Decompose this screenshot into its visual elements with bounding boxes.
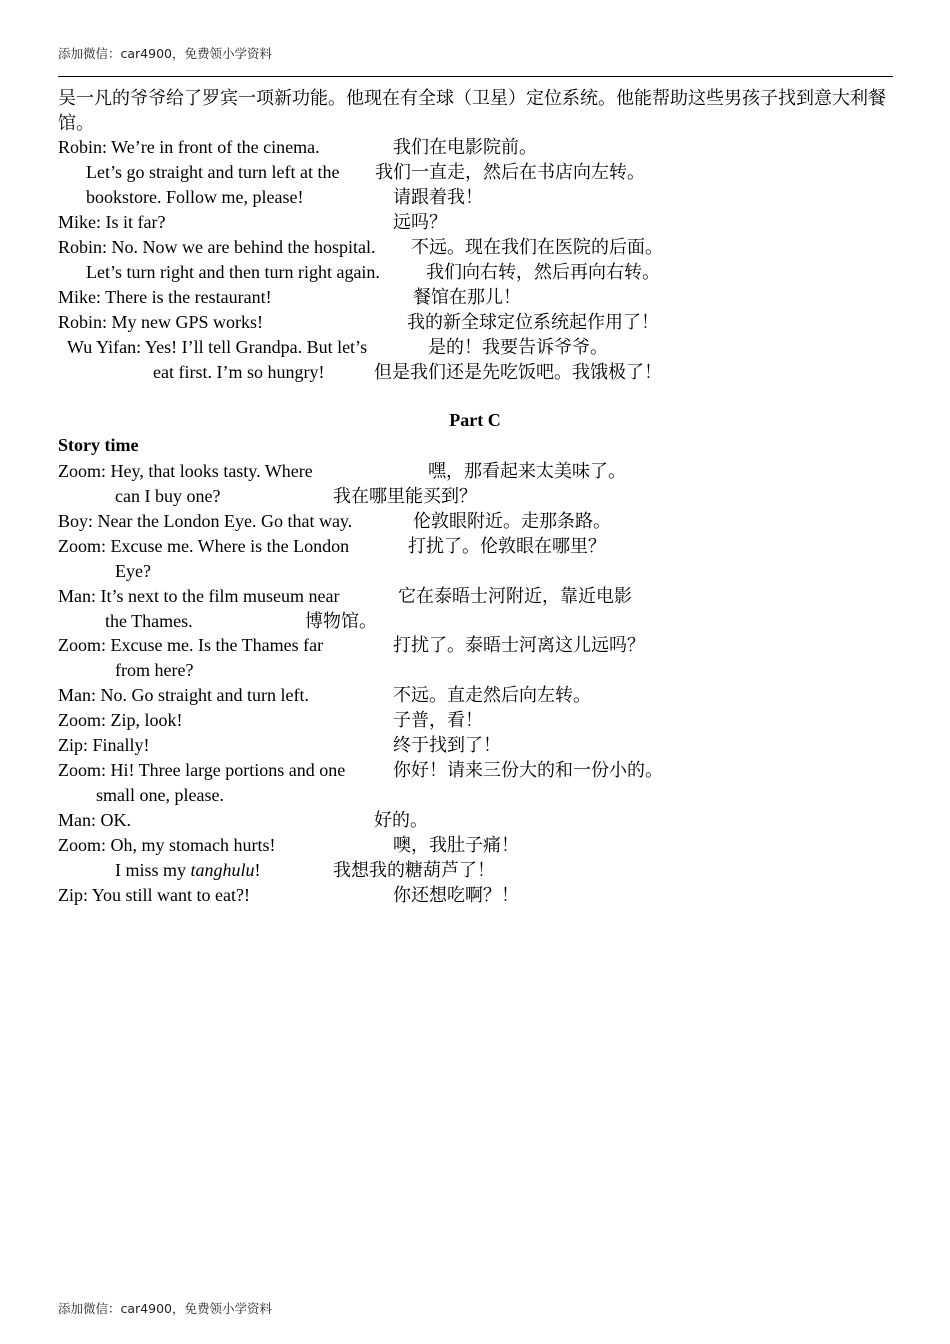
dialogue-zh: 我们一直走，然后在书店向左转。 — [375, 162, 645, 182]
dialogue-en: Zoom: Excuse me. Where is the London — [58, 536, 350, 556]
dialogue-zh: 终于找到了！ — [393, 735, 501, 755]
dialogue-zh: 我的新全球定位系统起作用了！ — [407, 312, 659, 332]
dialogue-zh: 你还想吃啊？！ — [393, 885, 519, 905]
dialogue-zh: 我在哪里能买到？ — [333, 486, 477, 506]
dialogue-en: Mike: Is it far? — [58, 212, 166, 232]
dialogue-en: Man: No. Go straight and turn left. — [58, 685, 309, 705]
dialogue-zh: 博物馆。 — [305, 611, 377, 631]
dialogue-en: Robin: We’re in front of the cinema. — [58, 137, 320, 157]
dialogue-en: bookstore. Follow me, please! — [86, 187, 304, 207]
dialogue-zh: 不远。现在我们在医院的后面。 — [411, 237, 663, 257]
dialogue-zh: 噢，我肚子痛！ — [393, 835, 519, 855]
dialogue-zh: 好的。 — [374, 810, 428, 830]
dialogue-en: Zip: Finally! — [58, 735, 150, 755]
dialogue-zh: 你好！请来三份大的和一份小的。 — [393, 760, 663, 780]
dialogue-en: Mike: There is the restaurant! — [58, 287, 272, 307]
dialogue-en-part: I miss my — [115, 860, 191, 880]
dialogue-zh: 餐馆在那儿！ — [413, 287, 521, 307]
dialogue-en: Zoom: Oh, my stomach hurts! — [58, 835, 276, 855]
dialogue-en: Let’s turn right and then turn right again. — [86, 262, 380, 282]
dialogue-en: Robin: No. Now we are behind the hospital. — [58, 237, 376, 257]
header-rule — [58, 76, 893, 77]
dialogue-en: from here? — [115, 660, 194, 680]
dialogue-zh: 请跟着我！ — [393, 187, 483, 207]
dialogue-zh: 它在泰晤士河附近，靠近电影 — [398, 586, 632, 606]
dialogue-zh: 伦敦眼附近。走那条路。 — [413, 511, 611, 531]
dialogue-en: Wu Yifan: Yes! I’ll tell Grandpa. But let’s — [67, 337, 368, 357]
dialogue-zh: 我们向右转，然后再向右转。 — [426, 262, 660, 282]
dialogue-en-italic: tanghulu — [190, 860, 255, 880]
dialogue-en: Let’s go straight and turn left at the — [86, 162, 340, 182]
page-header: 添加微信：car4900，免费领小学资料 — [58, 46, 272, 61]
dialogue-zh: 我想我的糖葫芦了！ — [333, 860, 495, 880]
dialogue-zh: 打扰了。泰晤士河离这儿远吗？ — [393, 635, 645, 655]
dialogue-en-part: ! — [254, 860, 261, 880]
dialogue-en: Zoom: Hey, that looks tasty. Where — [58, 461, 313, 481]
dialogue-en: Zoom: Excuse me. Is the Thames far — [58, 635, 324, 655]
dialogue-zh: 远吗？ — [393, 212, 447, 232]
dialogue-en: Man: It’s next to the film museum near — [58, 586, 340, 606]
dialogue-zh: 打扰了。伦敦眼在哪里？ — [408, 536, 606, 556]
dialogue-zh: 是的！我要告诉爷爷。 — [428, 337, 608, 357]
intro-paragraph: 吴一凡的爷爷给了罗宾一项新功能。他现在有全球（卫星）定位系统。他能帮助这些男孩子找到意大利餐馆。 — [58, 88, 886, 133]
dialogue-en: Zoom: Zip, look! — [58, 710, 183, 730]
dialogue-en: small one, please. — [96, 785, 224, 805]
section-title: Story time — [58, 435, 139, 455]
dialogue-en: Boy: Near the London Eye. Go that way. — [58, 511, 353, 531]
dialogue-en: the Thames. — [105, 611, 193, 631]
part-title: Part C — [449, 410, 501, 430]
dialogue-en: Man: OK. — [58, 810, 131, 830]
dialogue-en: can I buy one? — [115, 486, 221, 506]
dialogue-en: Zoom: Hi! Three large portions and one — [58, 760, 346, 780]
dialogue-en: Zip: You still want to eat?! — [58, 885, 250, 905]
dialogue-zh: 子普，看！ — [393, 710, 483, 730]
dialogue-en — [115, 859, 261, 881]
dialogue-en: eat first. I’m so hungry! — [153, 362, 325, 382]
dialogue-zh: 嘿，那看起来太美味了。 — [428, 461, 626, 481]
dialogue-zh: 不远。直走然后向左转。 — [393, 685, 591, 705]
dialogue-en: Robin: My new GPS works! — [58, 312, 264, 332]
page-footer: 添加微信：car4900，免费领小学资料 — [58, 1301, 272, 1316]
dialogue-en: Eye? — [115, 561, 151, 581]
dialogue-zh: 我们在电影院前。 — [393, 137, 537, 157]
dialogue-zh: 但是我们还是先吃饭吧。我饿极了！ — [374, 362, 662, 382]
